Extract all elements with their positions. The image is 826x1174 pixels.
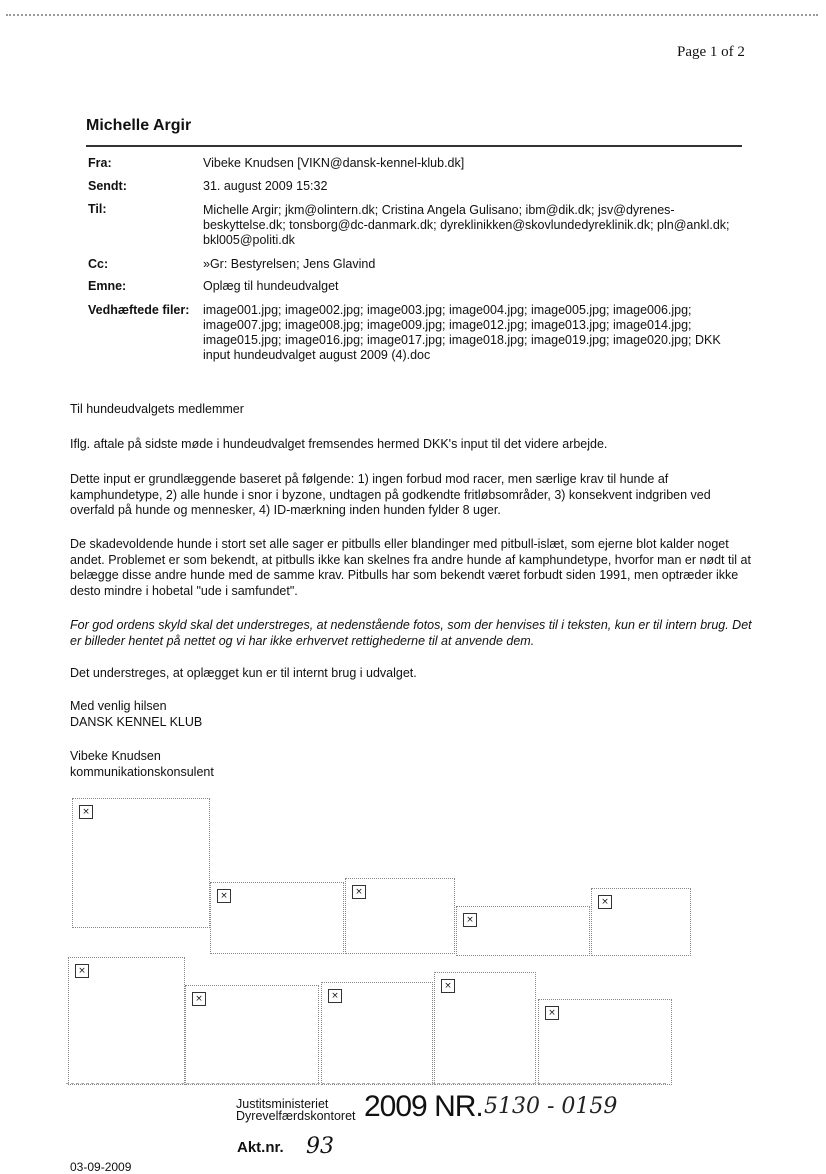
broken-image-icon: × — [217, 889, 231, 903]
image-placeholder — [538, 999, 672, 1085]
header-divider — [86, 145, 742, 147]
akt-label: Akt.nr. — [237, 1139, 284, 1156]
broken-image-icon: × — [545, 1006, 559, 1020]
subject-label: Emne: — [88, 279, 127, 293]
ministry-stamp — [236, 1098, 356, 1122]
image-placeholder — [345, 878, 455, 954]
attachments-label: Vedhæftede filer: — [88, 303, 190, 317]
signer-title: kommunikationskonsulent — [70, 765, 214, 779]
top-dotted-border — [6, 14, 818, 16]
closing-line-1: Med venlig hilsen — [70, 699, 167, 713]
image-placeholder — [591, 888, 691, 956]
image-placeholder — [456, 906, 590, 956]
handwritten-case-number: 5130 - 0159 — [484, 1094, 618, 1119]
cc-label: Cc: — [88, 257, 109, 271]
paragraph-3: De skadevoldende hunde i stort set alle sager er pitbulls eller blandinger med pitbull-islæt, som ejerne blot kalder noget andet. Problemet er som bekendt, at pitbulls ikke kan skelnes fra andre hunde af kamphundetype, hvorfor man er nødt til at belægge disse andre hunde med de samme krav. Pitbulls har som bekendt været forbudt siden 1991, men optræder ikke desto mindre i hobetal "ude i samfundet". — [70, 537, 751, 598]
image-placeholder — [434, 972, 536, 1085]
broken-image-icon: × — [463, 913, 477, 927]
from-label: Fra: — [88, 156, 112, 170]
closing-line-2: DANSK KENNEL KLUB — [70, 715, 203, 729]
paragraph-2: Dette input er grundlæggende baseret på følgende: 1) ingen forbud mod racer, men særlige krav til hunde af kamphundetype, 2) alle hunde i snor i byzone, undtagen på godkendte fritløbsområder, 3) konsekvent indgriben ved overfald på hunde og mennesker, 4) ID-mærkning inden hunden fylder 8 uger. — [70, 472, 711, 517]
to-value: Michelle Argir; jkm@olintern.dk; Cristina Angela Gulisano; ibm@dik.dk; jsv@dyrenes-beskyttelse.dk; tonsborg@dc-danmark.dk; dyreklinikken@skovlundedyreklinik.dk; pln@ankl.dk; bkl005@politi.dk — [203, 203, 730, 247]
image-placeholder — [185, 985, 319, 1085]
image-placeholder — [210, 882, 344, 954]
paragraph-5: Det understreges, at oplægget kun er til internt brug i udvalget. — [70, 666, 417, 680]
sent-label: Sendt: — [88, 179, 127, 193]
from-value: Vibeke Knudsen [VIKN@dansk-kennel-klub.dk] — [203, 156, 465, 170]
paragraph-4: For god ordens skyld skal det understreges, at nedenstående fotos, som der henvises til i teksten, kun er til intern brug. Det er billeder hentet på nettet og vi har ikke erhvervet rettighederne til at anvende dem. — [70, 618, 752, 648]
bottom-divider — [66, 1083, 666, 1084]
akt-number: 93 — [306, 1134, 334, 1159]
cc-value: »Gr: Bestyrelsen; Jens Glavind — [203, 257, 376, 271]
to-label: Til: — [88, 202, 107, 216]
broken-image-icon: × — [328, 989, 342, 1003]
attachments-value: image001.jpg; image002.jpg; image003.jpg; image004.jpg; image005.jpg; image006.jpg; image007.jpg; image008.jpg; image009.jpg; image012.jpg; image013.jpg; image014.jpg; image015.jpg; image016.jpg; image017.jpg; image018.jpg; image019.jpg; image020.jpg; DKK input hundeudvalget august 2009 (4).doc — [203, 303, 721, 362]
broken-image-icon: × — [441, 979, 455, 993]
broken-image-icon: × — [75, 964, 89, 978]
broken-image-icon: × — [352, 885, 366, 899]
paragraph-1: Iflg. aftale på sidste møde i hundeudvalget fremsendes hermed DKK's input til det videre arbejde. — [70, 437, 608, 451]
footer-date: 03-09-2009 — [70, 1160, 132, 1174]
greeting: Til hundeudvalgets medlemmer — [70, 402, 244, 416]
subject-value: Oplæg til hundeudvalget — [203, 279, 339, 293]
case-number: 2009 NR. — [364, 1090, 483, 1123]
page-number: Page 1 of 2 — [677, 44, 745, 60]
image-placeholder — [321, 982, 433, 1085]
sent-value: 31. august 2009 15:32 — [203, 179, 328, 193]
image-placeholder — [72, 798, 210, 928]
image-placeholder — [68, 957, 185, 1085]
ministry-line-2: Dyrevelfærdskontoret — [236, 1109, 356, 1123]
ministry-line-1: Justitsministeriet — [236, 1097, 329, 1111]
sender-name: Michelle Argir — [86, 117, 192, 134]
broken-image-icon: × — [598, 895, 612, 909]
signer-name: Vibeke Knudsen — [70, 749, 161, 763]
broken-image-icon: × — [192, 992, 206, 1006]
broken-image-icon: × — [79, 805, 93, 819]
